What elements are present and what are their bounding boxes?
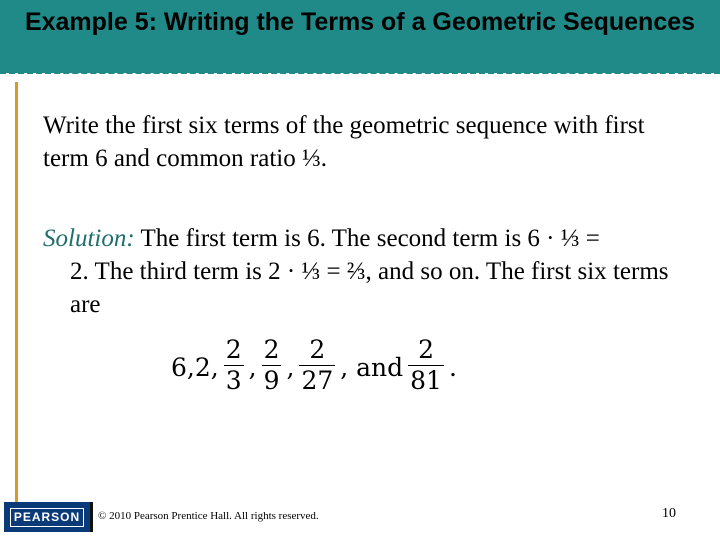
pearson-logo: [4, 502, 93, 532]
solution-paragraph: [43, 222, 693, 321]
numerator: 2: [263, 334, 280, 364]
solution-text-rest: 2. The third term is 2 · ⅓ = ⅔, and so on. The first six terms are: [70, 258, 669, 318]
fraction-term: [224, 335, 244, 396]
title-divider: [0, 71, 720, 74]
copyright-notice: © 2010 Pearson Prentice Hall. All rights reserved.: [98, 510, 319, 522]
solution-label: Solution:: [43, 225, 135, 252]
fraction-term: [299, 335, 335, 396]
numerator: 2: [418, 334, 435, 364]
fraction-term: [408, 335, 444, 396]
logo-text: PEARSON: [10, 508, 84, 527]
separator: ,: [248, 352, 257, 382]
problem-statement: Write the first six terms of the geometric sequence with first term 6 and common ratio ⅓.: [43, 112, 645, 172]
solution-text-first: The first term is 6. The second term is 6 · ⅓ =: [134, 225, 600, 252]
fraction-term: [262, 335, 282, 396]
denominator: 9: [263, 365, 280, 395]
slide-title: Example 5: Writing the Terms of a Geometric Sequences: [24, 8, 696, 36]
left-accent-rule: [15, 82, 18, 504]
sequence-expression: [168, 330, 460, 400]
denominator: 27: [301, 365, 334, 395]
terminal-period: .: [448, 352, 457, 382]
denominator: 81: [410, 365, 442, 395]
sequence-lead: 6,2,: [171, 352, 219, 382]
page-number: 10: [662, 506, 676, 521]
numerator: 2: [309, 334, 326, 364]
denominator: 3: [225, 365, 242, 395]
and-text: , and: [340, 352, 404, 382]
numerator: 2: [225, 334, 242, 364]
separator: ,: [286, 352, 295, 382]
